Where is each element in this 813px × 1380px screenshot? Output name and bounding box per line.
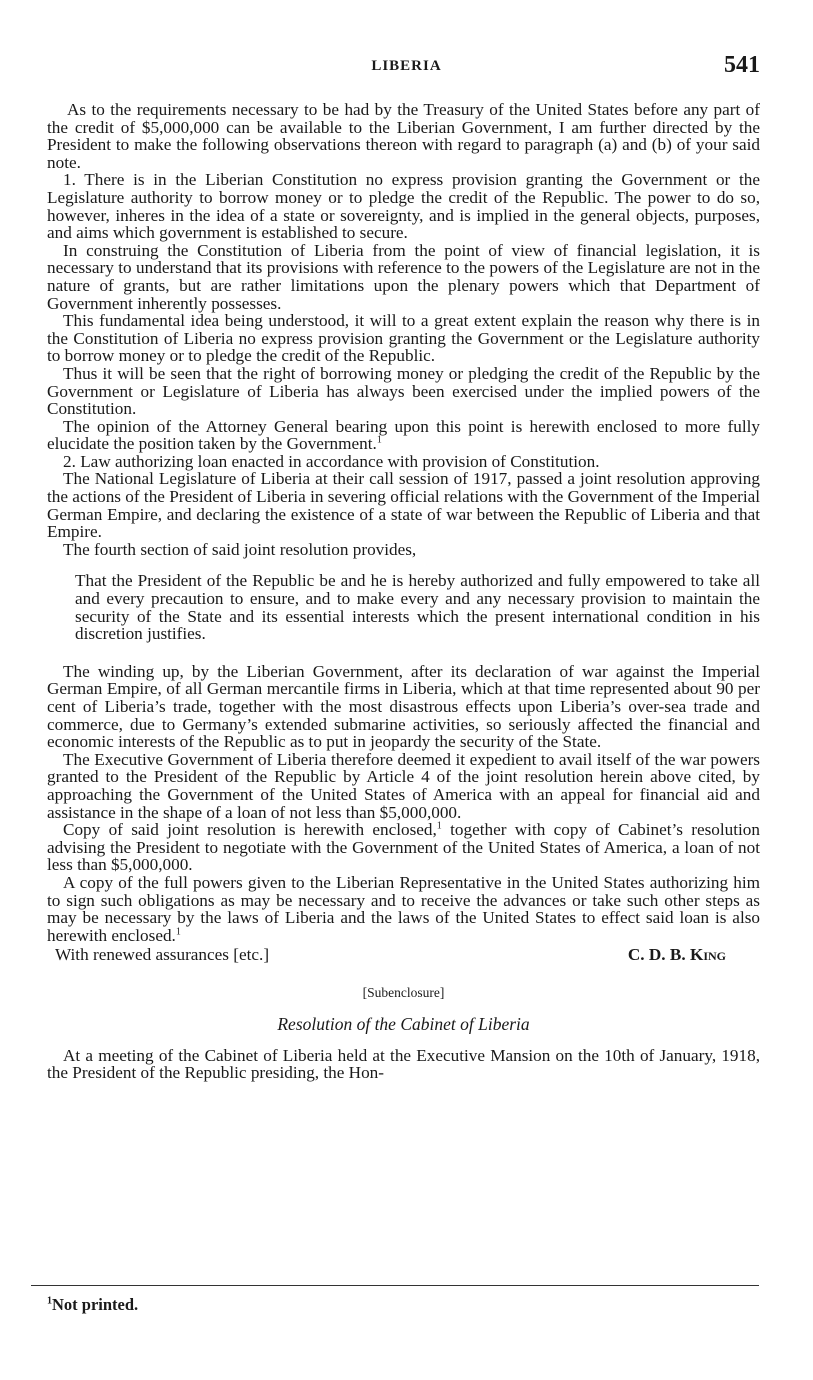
running-head: LIBERIA <box>371 58 442 74</box>
footnote-ref: 1 <box>175 925 181 937</box>
block-quote: That the President of the Republic be and he is hereby authorized and fully empowered to take all and every precaution to ensure, and to make every and any necessary provision to maintain the security of the State and its essential interests which the present international condition in his discretion justifies. <box>75 571 760 644</box>
footnote-divider <box>31 1285 759 1286</box>
footnote-text: Not printed. <box>52 1295 139 1314</box>
paragraph-borrowing-right: Thus it will be seen that the right of borrowing money or pledging the credit of the Republic by the Government or Legislature of Liberia has always been exercised under the implied powers of the Constitution. <box>47 363 760 419</box>
paragraph-cabinet-meeting: At a meeting of the Cabinet of Liberia held at the Executive Mansion on the 10th of January, 1918, the President of the Republic presiding, the Hon- <box>47 1045 760 1083</box>
subenclosure-label: [Subenclosure] <box>362 985 445 1001</box>
paragraph-constitution-provision: 1. There is in the Liberian Constitution no express provision granting the Government or the Legislature authority to borrow money or to pledge the credit of the Republic. The power to do so, however, inheres in the idea of a state or sovereignty, and is implied in the general objects, purposes, and aims which government is established to secure. <box>47 170 760 243</box>
page-header <box>0 52 813 84</box>
subenclosure-title: Resolution of the Cabinet of Liberia <box>277 1013 530 1034</box>
footnote-ref: 1 <box>436 820 442 832</box>
attorney-general-text: The opinion of the Attorney General bearing upon this point is herewith enclosed to more fully elucidate the position taken by the Government. <box>47 416 760 454</box>
paragraph-law-authorizing-loan: 2. Law authorizing loan enacted in accordance with provision of Constitution. <box>63 451 600 471</box>
footnote-ref: 1 <box>376 434 382 446</box>
paragraph-fourth-section: The fourth section of said joint resolution provides, <box>63 539 417 559</box>
paragraph-fundamental-idea: This fundamental idea being understood, it will to a great extent explain the reason why there is in the Constitution of Liberia no express provision granting the Government or the Legislature authority to borrow money or to pledge the credit of the Republic. <box>47 311 760 366</box>
copy-resolution-text-b: together with copy of Cabinet’s resolution advising the President to negotiate with the Government of the United States of America, a loan of not less than $5,000,000. <box>47 820 760 875</box>
page-number: 541 <box>724 52 760 78</box>
paragraph-winding-up: The winding up, by the Liberian Government, after its declaration of war against the Imperial German Empire, of all German mercantile firms in Liberia, which at that time represented about 90 per cent of Liberia’s trade, together with the most disastrous effects upon Liberia’s over-sea trade and commerce, due to Germany’s extended submarine activities, so seriously affected the financial and economic interests of the Republic as to put in jeopardy the security of the State. <box>47 661 760 752</box>
closing-salutation: With renewed assurances [etc.] <box>55 945 270 965</box>
signature: C. D. B. King <box>627 945 726 965</box>
paragraph-construing-constitution: In construing the Constitution of Liberia from the point of view of financial legislation, it is necessary to understand that its provisions with reference to the powers of the Legislature are not in the nature of grants, but are rather limitations upon the plenary powers which that Department of Government inherently possesses. <box>47 240 760 313</box>
paragraph-treasury-requirements: As to the requirements necessary to be had by the Treasury of the United States before any part of the credit of $5,000,000 can be available to the Liberian Government, I am further directed by the President to make the following observations thereon with regard to paragraph (a) and (b) of your said note. <box>47 100 760 172</box>
footnote-mark: 1 <box>47 1295 52 1307</box>
body-text <box>47 101 760 1082</box>
copy-resolution-text-a: Copy of said joint resolution is herewith enclosed, <box>63 820 437 840</box>
paragraph-full-powers <box>47 874 760 944</box>
closing <box>47 944 760 966</box>
footnote <box>47 1295 138 1315</box>
paragraph-joint-resolution: The National Legislature of Liberia at their call session of 1917, passed a joint resolution approving the actions of the President of Liberia in severing official relations with the Government of the Imperial German Empire, and declaring the existence of a state of war between the Republic of Liberia and that Empire. <box>47 469 760 542</box>
paragraph-executive-government: The Executive Government of Liberia therefore deemed it expedient to avail itself of the war powers granted to the President of the Republic by Article 4 of the joint resolution herein above cited, by approaching the Government of the United States of America with an appeal for financial aid and assistance in the shape of a loan of not less than $5,000,000. <box>47 749 760 822</box>
paragraph-attorney-general <box>47 418 760 453</box>
paragraph-copy-joint-resolution <box>47 821 760 874</box>
full-powers-text: A copy of the full powers given to the Liberian Representative in the United States authorizing him to sign such obligations as may be necessary and to receive the advances or take such other steps as may be necessary by the laws of Liberia and the laws of the United States to effect said loan is also herewith enclosed. <box>47 872 760 945</box>
